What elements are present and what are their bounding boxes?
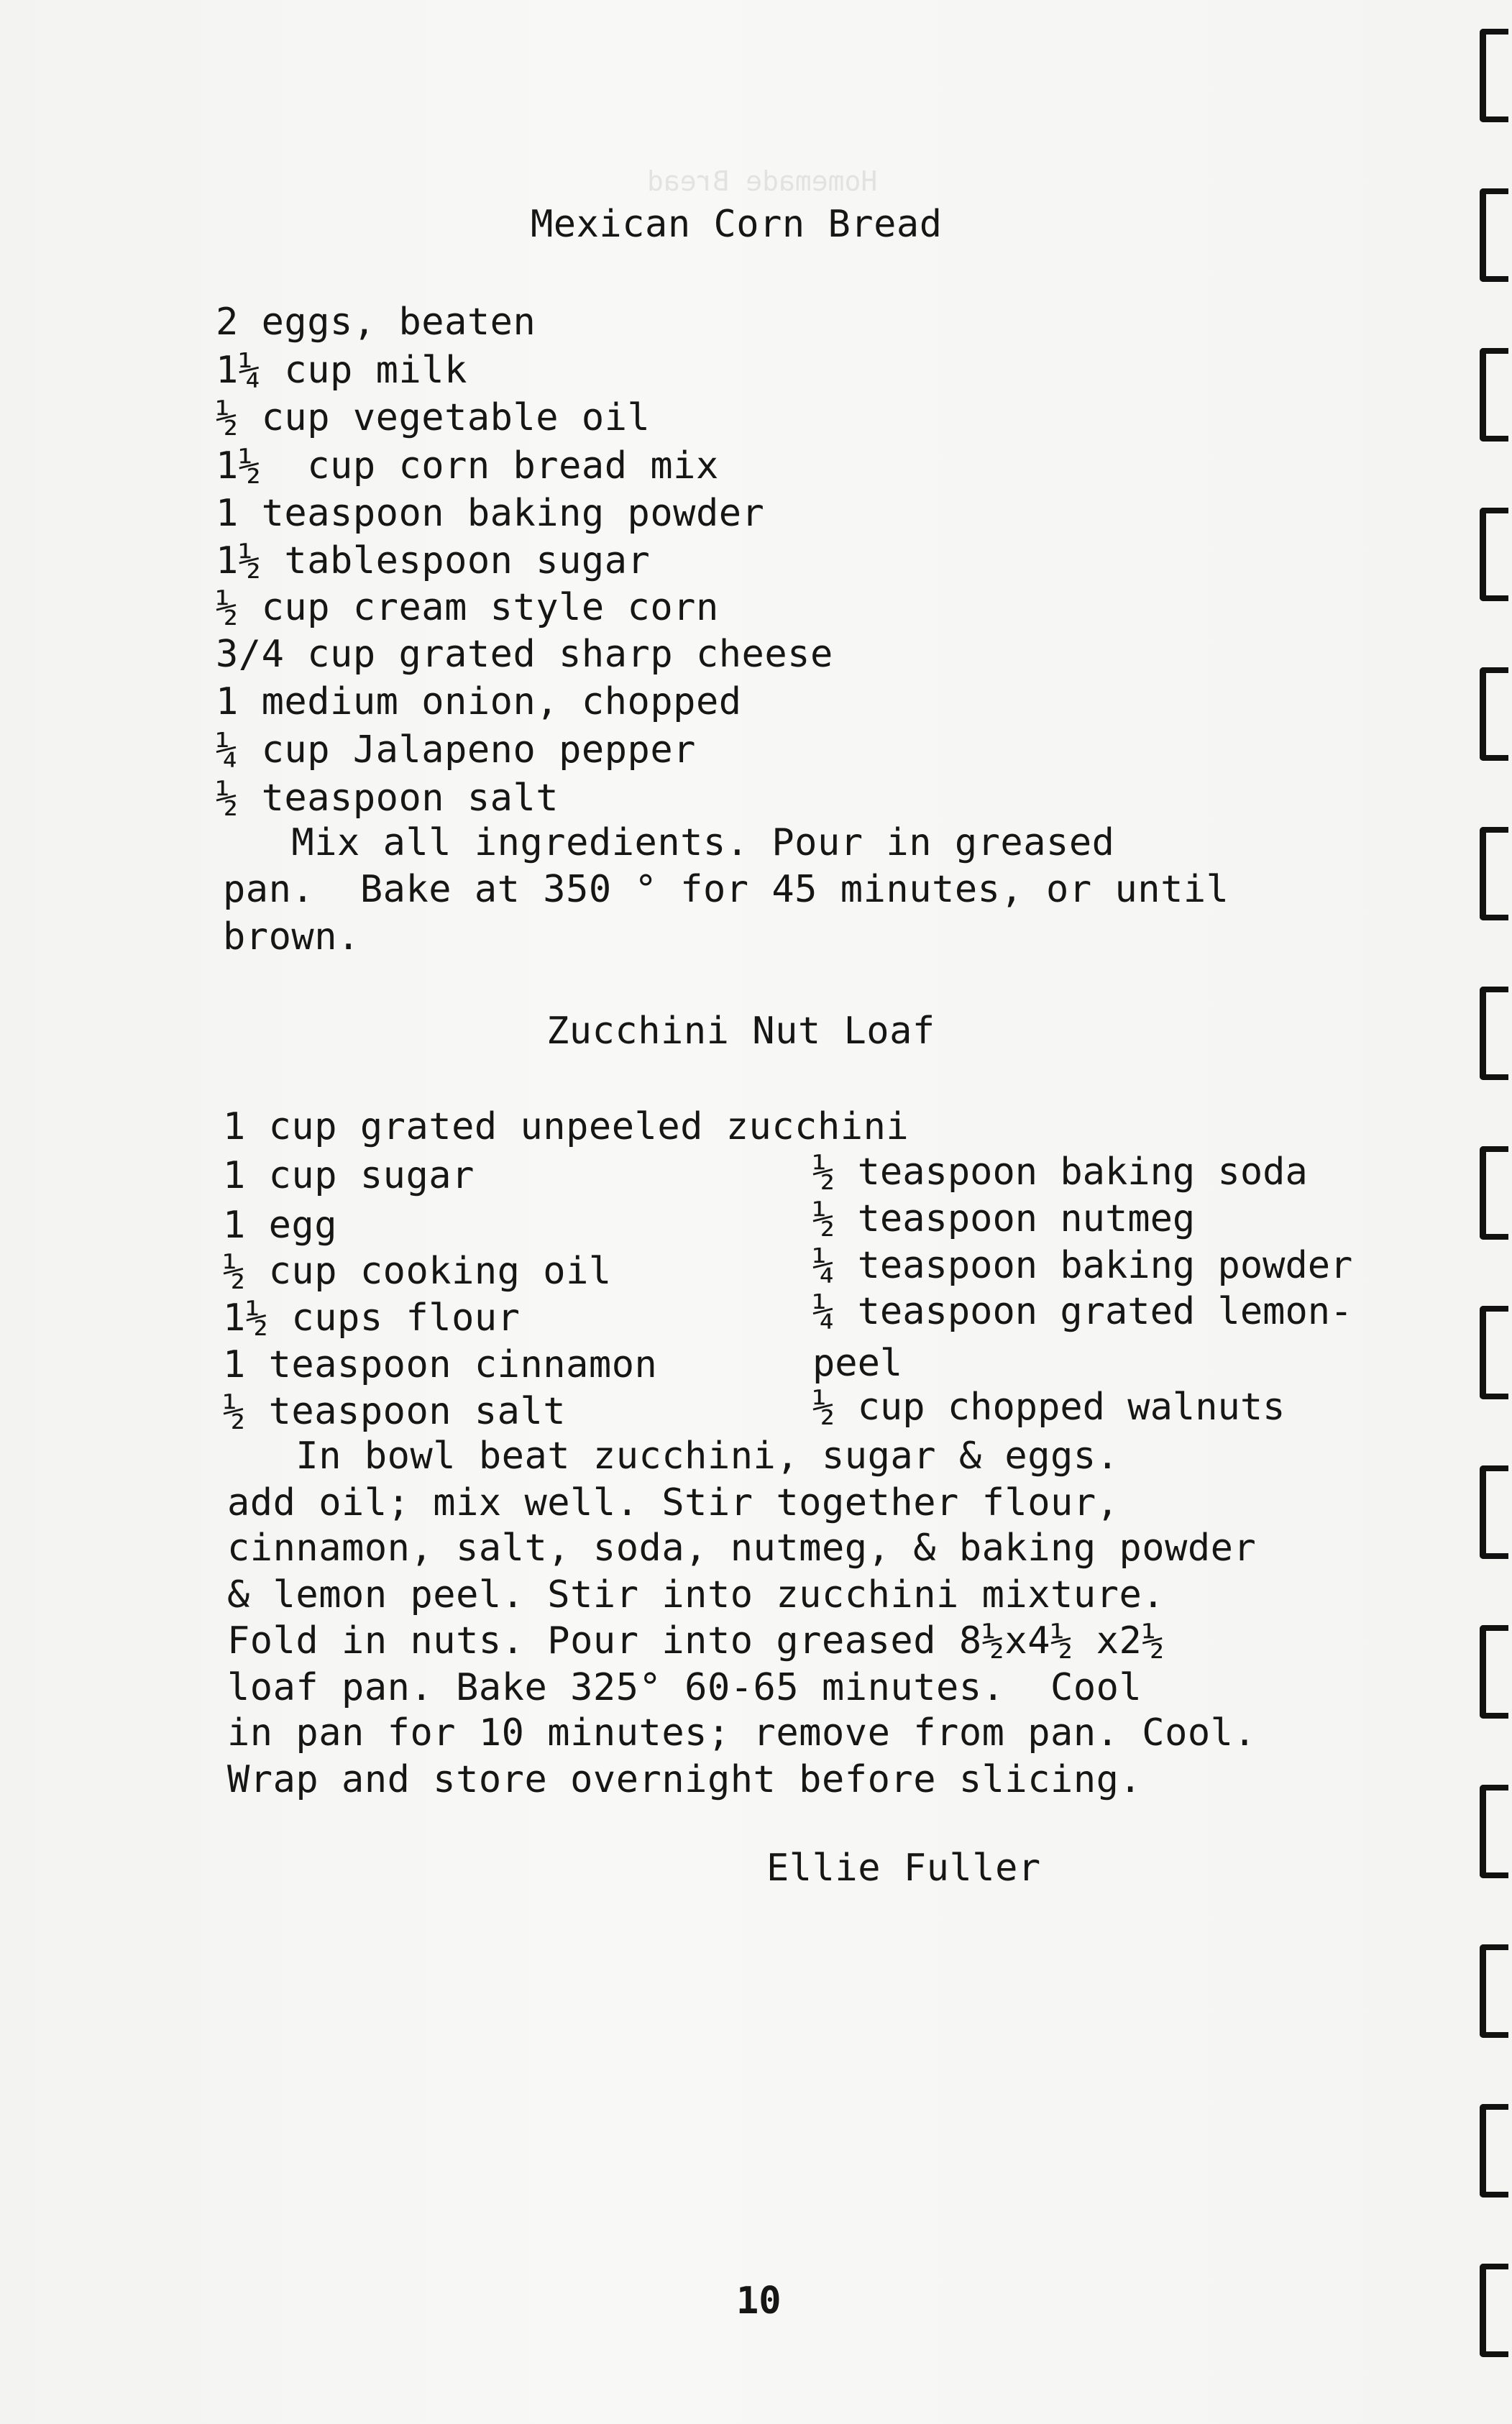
ingredient-line: 1 cup grated unpeeled zucchini (223, 1105, 910, 1148)
ingredient-line: 1½ cups flour (223, 1296, 521, 1340)
ingredient-line: 1 teaspoon baking powder (216, 492, 765, 535)
reverse-side-bleed: Homemade Bread (647, 165, 878, 197)
spiral-binding (1480, 0, 1512, 2424)
ingredient-line: ½ cup cream style corn (216, 586, 719, 629)
direction-line: brown. (223, 915, 360, 959)
ingredient-line: ½ cup chopped walnuts (812, 1386, 1286, 1429)
direction-line: Mix all ingredients. Pour in greased (223, 821, 1115, 864)
binding-ring (1480, 987, 1508, 1080)
ingredient-line: ½ teaspoon salt (223, 1390, 567, 1433)
direction-line: & lemon peel. Stir into zucchini mixture. (227, 1573, 1165, 1616)
binding-ring (1480, 1465, 1508, 1559)
ingredient-line: ½ teaspoon salt (216, 777, 559, 820)
direction-line: Wrap and store overnight before slicing. (227, 1758, 1142, 1801)
binding-ring (1480, 827, 1508, 920)
direction-line: loaf pan. Bake 325° 60-65 minutes. Cool (227, 1666, 1142, 1709)
binding-ring (1480, 188, 1508, 282)
direction-line: In bowl beat zucchini, sugar & eggs. (227, 1435, 1119, 1478)
binding-ring (1480, 1146, 1508, 1240)
binding-ring (1480, 1785, 1508, 1878)
binding-ring (1480, 2104, 1508, 2197)
binding-ring (1480, 1944, 1508, 2038)
ingredient-line: 3/4 cup grated sharp cheese (216, 633, 833, 676)
ingredient-line: ½ cup cooking oil (223, 1250, 612, 1293)
binding-ring (1480, 348, 1508, 442)
ingredient-line: 1 teaspoon cinnamon (223, 1343, 658, 1386)
ingredient-line: peel (812, 1342, 903, 1385)
ingredient-line: 1 egg (223, 1204, 338, 1247)
ingredient-line: 1 medium onion, chopped (216, 680, 742, 723)
recipe-title-mexican-corn-bread: Mexican Corn Bread (531, 203, 943, 246)
binding-ring (1480, 2264, 1508, 2357)
ingredient-line: ½ teaspoon nutmeg (812, 1197, 1196, 1240)
binding-ring (1480, 1625, 1508, 1719)
ingredient-line: 1 cup sugar (223, 1154, 475, 1197)
ingredient-line: ½ cup vegetable oil (216, 396, 651, 439)
binding-ring (1480, 667, 1508, 761)
direction-line: in pan for 10 minutes; remove from pan. Cool. (227, 1711, 1257, 1755)
recipe-author: Ellie Fuller (766, 1847, 1041, 1890)
ingredient-line: 1½ tablespoon sugar (216, 539, 651, 582)
ingredient-line: ½ teaspoon baking soda (812, 1151, 1308, 1194)
page-number: 10 (736, 2279, 782, 2323)
direction-line: pan. Bake at 350 ° for 45 minutes, or until (223, 868, 1229, 911)
ingredient-line: ¼ teaspoon grated lemon- (812, 1290, 1353, 1333)
direction-line: add oil; mix well. Stir together flour, (227, 1481, 1119, 1524)
ingredient-line: ¼ cup Jalapeno pepper (216, 728, 696, 772)
ingredient-line: 1¼ cup milk (216, 349, 467, 392)
direction-line: Fold in nuts. Pour into greased 8½x4½ x2½ (227, 1619, 1165, 1663)
recipe-title-zucchini-nut-loaf: Zucchini Nut Loaf (546, 1010, 935, 1053)
binding-ring (1480, 508, 1508, 601)
ingredient-line: 2 eggs, beaten (216, 301, 536, 344)
binding-ring (1480, 29, 1508, 122)
ingredient-line: ¼ teaspoon baking powder (812, 1244, 1353, 1287)
ingredient-line: 1½ cup corn bread mix (216, 444, 719, 488)
direction-line: cinnamon, salt, soda, nutmeg, & baking powder (227, 1527, 1257, 1570)
binding-ring (1480, 1306, 1508, 1399)
